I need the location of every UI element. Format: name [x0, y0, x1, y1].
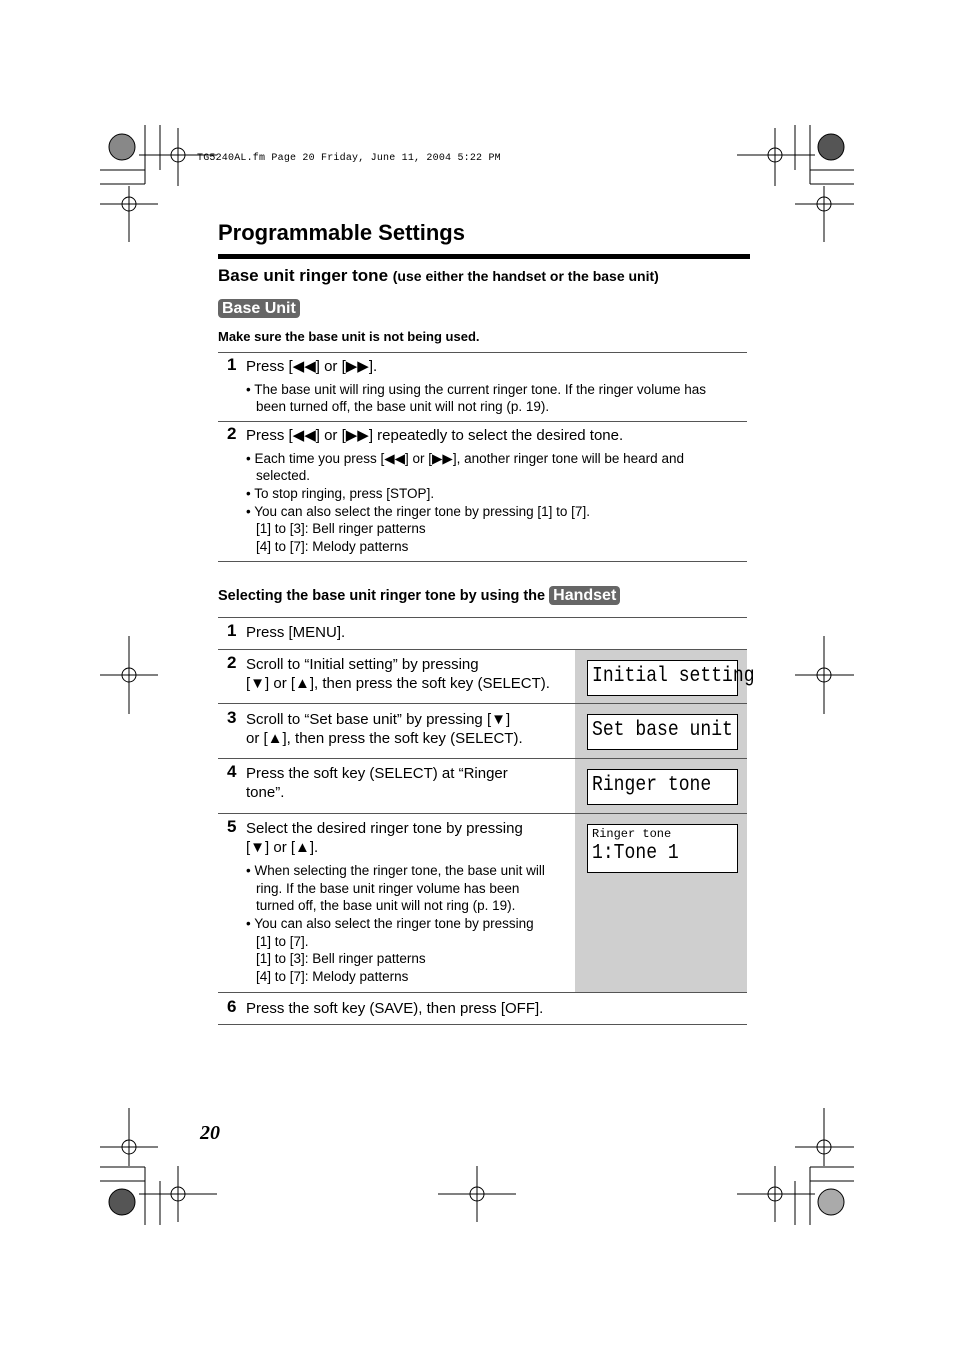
lcd-display — [587, 660, 755, 696]
step-number: 1 — [227, 621, 237, 640]
bullet-line: turned off, the base unit will not ring (p. 19). — [256, 898, 516, 913]
step-text: Press [◀◀] or [▶▶]. — [246, 358, 378, 375]
divider — [218, 1024, 747, 1025]
step-number: 2 — [227, 653, 237, 672]
divider — [218, 649, 747, 650]
lcd-text: Ringer tone — [592, 774, 712, 797]
handset-badge: Handset — [549, 586, 620, 605]
step-number: 1 — [227, 355, 237, 374]
divider — [218, 421, 747, 422]
title-rule — [218, 254, 750, 259]
divider — [218, 352, 747, 353]
bullet-line: ring. If the base unit ringer volume has been — [256, 881, 520, 896]
step-number: 6 — [227, 997, 237, 1016]
section-heading — [218, 266, 659, 286]
step-text: Press [MENU]. — [246, 624, 346, 641]
step-text: tone”. — [246, 784, 285, 801]
step-text: Scroll to “Set base unit” by pressing [▼] — [246, 711, 511, 728]
page-title: Programmable Settings — [218, 220, 465, 245]
divider — [218, 561, 747, 562]
bullet-line: been turned off, the base unit will not ring (p. 19). — [256, 399, 550, 414]
handset-section-heading — [218, 586, 620, 605]
lcd-small-text: Ringer tone — [592, 827, 672, 841]
step-number: 3 — [227, 708, 237, 727]
step-text: Press the soft key (SELECT) at “Ringer — [246, 765, 508, 782]
base-unit-badge-label: Base Unit — [218, 299, 300, 318]
bullet-line: [4] to [7]: Melody patterns — [256, 539, 409, 554]
lcd-display — [587, 824, 738, 873]
step-number: 5 — [227, 817, 237, 836]
divider — [218, 758, 747, 759]
step-text: or [▲], then press the soft key (SELECT). — [246, 730, 523, 747]
step-text: [▼] or [▲]. — [246, 839, 319, 856]
bullet-line: • You can also select the ringer tone by pressing [1] to [7]. — [246, 504, 590, 519]
section-heading-note: (use either the handset or the base unit) — [392, 268, 659, 284]
step-number: 2 — [227, 424, 237, 443]
lcd-display — [587, 714, 738, 750]
bullet-line: • You can also select the ringer tone by pressing — [246, 916, 534, 931]
divider — [218, 703, 747, 704]
step-text: Scroll to “Initial setting” by pressing — [246, 656, 479, 673]
lcd-display — [587, 769, 738, 805]
bullet-line: • Each time you press [◀◀] or [▶▶], another ringer tone will be heard and — [246, 451, 684, 466]
bullet-line: [4] to [7]: Melody patterns — [256, 969, 409, 984]
page-number: 20 — [200, 1122, 220, 1144]
bullet-line: selected. — [256, 468, 311, 483]
step-number: 4 — [227, 762, 237, 781]
divider — [218, 617, 747, 618]
step-text: Press the soft key (SAVE), then press [OFF]. — [246, 1000, 544, 1017]
file-header: TG5240AL.fm Page 20 Friday, June 11, 2004 5:22 PM — [197, 153, 501, 164]
bullet-line: [1] to [3]: Bell ringer patterns — [256, 951, 426, 966]
bullet-line: • To stop ringing, press [STOP]. — [246, 486, 435, 501]
step-text: Select the desired ringer tone by pressing — [246, 820, 523, 837]
divider — [218, 992, 747, 993]
bullet-line: • When selecting the ringer tone, the base unit will — [246, 863, 545, 878]
step-text: Press [◀◀] or [▶▶] repeatedly to select the desired tone. — [246, 427, 624, 444]
divider — [218, 813, 747, 814]
base-unit-badge — [218, 299, 300, 318]
precondition-note: Make sure the base unit is not being used. — [218, 329, 480, 344]
display-column-background — [575, 649, 747, 992]
bullet-line: [1] to [7]. — [256, 934, 309, 949]
section-heading-text: Base unit ringer tone — [218, 266, 389, 285]
step-text: [▼] or [▲], then press the soft key (SELECT). — [246, 675, 550, 692]
bullet-line: • The base unit will ring using the current ringer tone. If the ringer volume has — [246, 382, 706, 397]
bullet-line: [1] to [3]: Bell ringer patterns — [256, 521, 426, 536]
lcd-text: 1:Tone 1 — [592, 842, 679, 865]
lcd-text: Initial setting — [592, 665, 755, 688]
lcd-text: Set base unit — [592, 719, 733, 742]
handset-heading-text: Selecting the base unit ringer tone by using the — [218, 588, 546, 604]
